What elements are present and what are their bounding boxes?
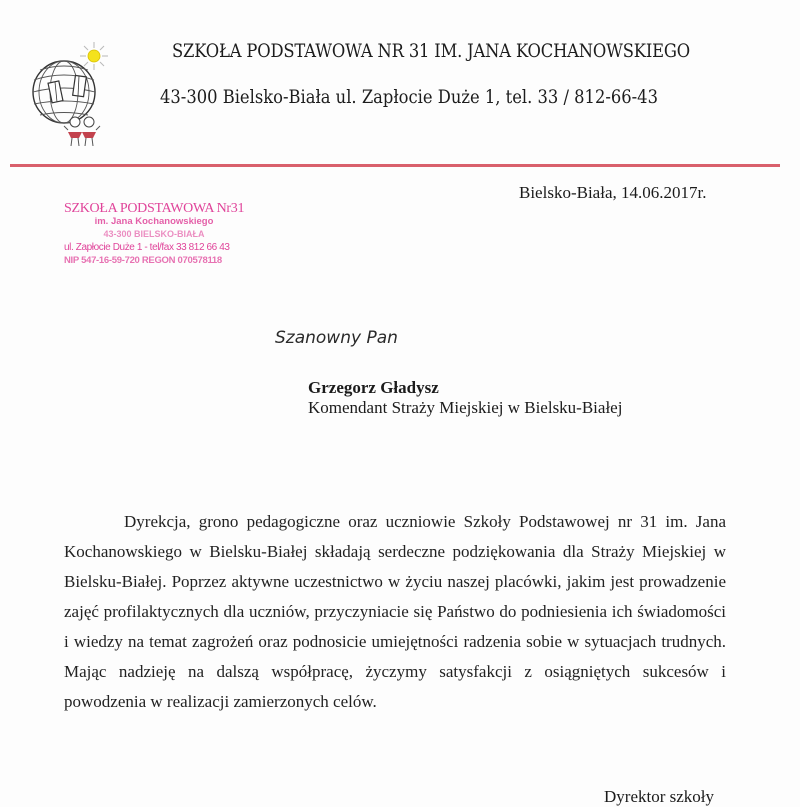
addressee-name: Grzegorz Gładysz [308, 378, 439, 397]
letter-body: Dyrekcja, grono pedagogiczne oraz uczniowie Szkoły Podstawowej nr 31 im. Jana Kochanowskiego w Bielsku-Białej składają serdeczne podziękowania dla Straży Miejskiej w Bielsku-Białej. Poprzez aktywne uczestnictwo w życiu naszej placówki, jakim jest prowadzenie zajęć profilaktycznych dla uczniów, przyczyniacie się Państwo do podniesienia ich świadomości i wiedzy na temat zagrożeń oraz podnosicie umiejętności radzenia sobie w sytuacjach trudnych. Mając nadzieję na dalszą współpracę, życzymy satysfakcji z osiągniętych sukcesów i powodzenia w realizacji zamierzonych celów. [64, 512, 726, 711]
date-line: Bielsko-Biała, 14.06.2017r. [519, 183, 707, 202]
stamp-line-2: im. Jana Kochanowskiego [94, 216, 214, 227]
header-divider [10, 164, 780, 167]
stamp-line-4: ul. Zapłocie Duże 1 - tel/fax 33 812 66 43 [64, 242, 230, 253]
school-logo-icon [24, 40, 119, 150]
stamp-line-1: SZKOŁA PODSTAWOWA Nr31 [64, 201, 245, 216]
school-address-header: 43-300 Bielsko-Biała ul. Zapłocie Duże 1, tel. 33 / 812-66-43 [160, 86, 658, 108]
stamp-line-3: 43-300 BIELSKO-BIAŁA [103, 229, 205, 239]
school-stamp [64, 202, 244, 267]
school-name-header: SZKOŁA PODSTAWOWA NR 31 IM. JANA KOCHANOWSKIEGO [172, 40, 690, 62]
stamp-line-5: NIP 547-16-59-720 REGON 070578118 [64, 255, 222, 266]
greeting: Szanowny Pan [275, 328, 398, 348]
signature-title: Dyrektor szkoły [604, 787, 715, 806]
addressee-block [308, 378, 622, 418]
addressee-title: Komendant Straży Miejskiej w Bielsku-Białej [308, 398, 623, 417]
